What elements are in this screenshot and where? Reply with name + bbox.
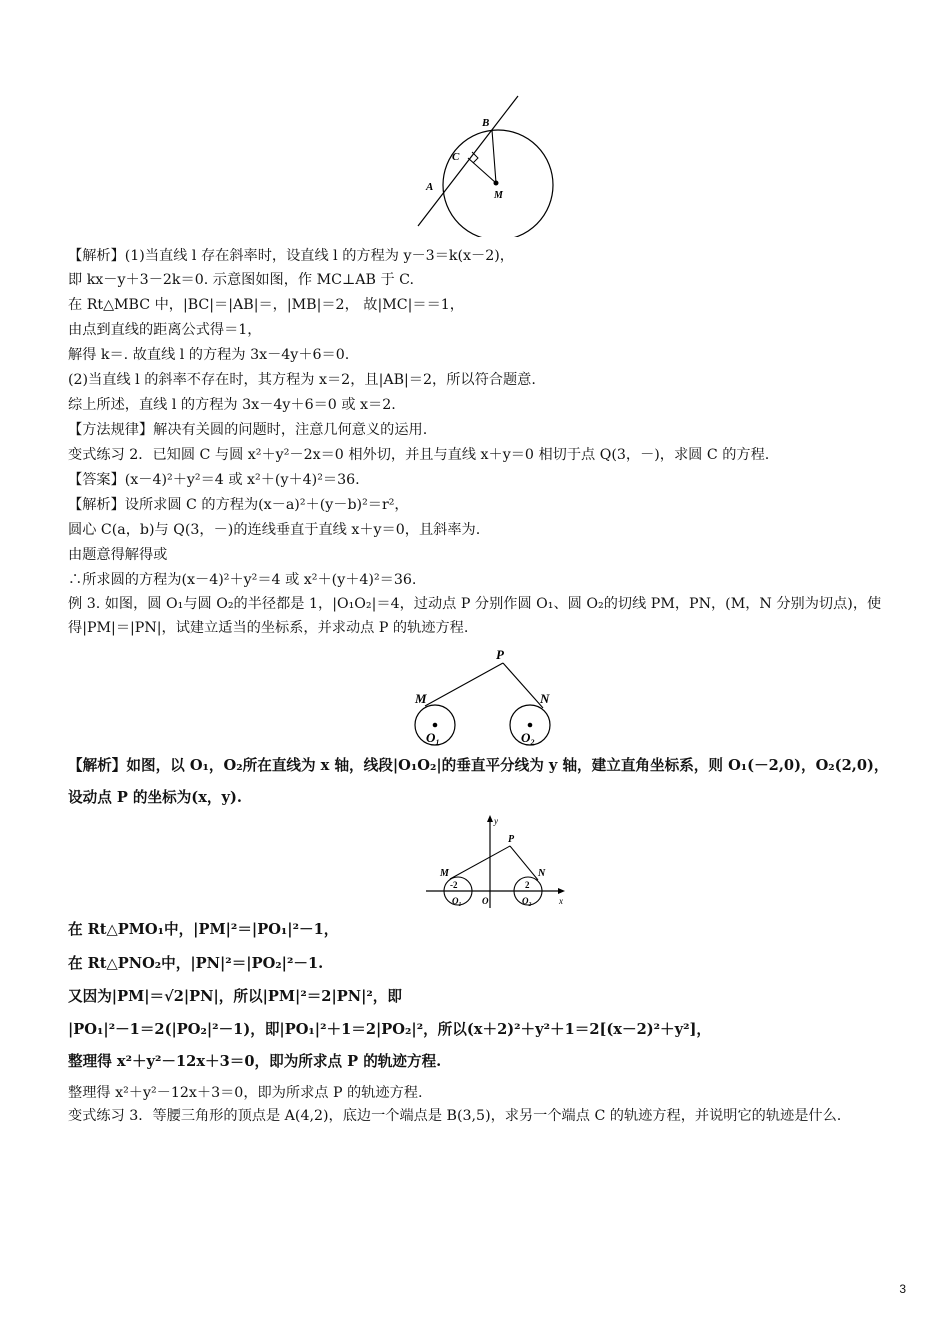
y-axis-arrow xyxy=(487,815,493,822)
label-pos2: 2 xyxy=(525,880,530,890)
solution-line: |PO₁|²－1＝2(|PO₂|²－1)，即|PO₁|²＋1＝2|PO₂|²，所以(x＋2)²＋y²＋1＝2[(x－2)²＋y²]， xyxy=(68,1021,712,1038)
text-line: 整理得 x²＋y²－12x＋3＝0，即为所求点 P 的轨迹方程. xyxy=(68,1085,423,1101)
label-o: O xyxy=(482,896,489,906)
example-3-text: 例 3. 如图，圆 O₁与圆 O₂的半径都是 1，|O₁O₂|＝4，过动点 P 分别作圆 O₁、圆 O₂的切线 PM，PN，(M，N 分别为切点)，使得|PM|＝|PN|，试建立适当的坐标系，并求动点 P 的轨迹方程. xyxy=(68,596,882,636)
center-o1 xyxy=(433,723,438,728)
solution-line: 整理得 x²＋y²－12x＋3＝0，即为所求点 P 的轨迹方程. xyxy=(68,1053,442,1070)
tangent-pn xyxy=(503,663,543,708)
center-m xyxy=(494,181,499,186)
segment-mc xyxy=(468,158,496,183)
label-o2: O₂ xyxy=(521,730,535,745)
label-c: C xyxy=(452,151,460,163)
text-line: 【解析】设所求圆 C 的方程为(x－a)²＋(y－b)²＝r²， xyxy=(68,497,409,513)
solution-line: 设动点 P 的坐标为(x，y). xyxy=(68,789,242,806)
solution-line: 又因为|PM|＝√2|PN|，所以|PM|²＝2|PN|²，即 xyxy=(68,988,402,1005)
x-axis-arrow xyxy=(558,888,565,894)
text-line: 由题意得解得或 xyxy=(68,547,168,563)
center-o2 xyxy=(528,723,533,728)
coordinate-figure xyxy=(422,812,572,912)
label-o1: O₁ xyxy=(426,730,440,745)
label-b: B xyxy=(482,117,490,129)
label-p: P xyxy=(496,647,504,662)
text-line: 即 kx－y＋3－2k＝0. 示意图如图，作 MC⊥AB 于 C. xyxy=(68,272,415,288)
label-m: M xyxy=(494,190,503,201)
label-n: N xyxy=(540,691,550,706)
label-m: M xyxy=(415,691,427,706)
label-a: A xyxy=(426,181,434,193)
circle-secant-figure xyxy=(410,92,560,237)
tangent-pm xyxy=(425,663,503,706)
text-line: 由点到直线的距离公式得＝1， xyxy=(68,322,262,338)
text-line: ∴所求圆的方程为(x－4)²＋y²＝4 或 x²＋(y＋4)²＝36. xyxy=(68,572,417,588)
tangent-pn xyxy=(510,846,538,880)
text-line: 【答案】(x－4)²＋y²＝4 或 x²＋(y＋4)²＝36. xyxy=(68,472,360,488)
text-line: 解得 k＝. 故直线 l 的方程为 3x－4y＋6＝0. xyxy=(68,347,350,363)
two-circles-figure xyxy=(405,645,565,750)
text-line: 【方法规律】解决有关圆的问题时，注意几何意义的运用. xyxy=(68,422,428,438)
text-line: 综上所述，直线 l 的方程为 3x－4y＋6＝0 或 x＝2. xyxy=(68,397,396,413)
label-o1: O₁ xyxy=(452,896,462,906)
label-neg2: -2 xyxy=(450,880,458,890)
label-o2: O₂ xyxy=(522,896,532,906)
segment-mb xyxy=(492,130,496,183)
text-line: (2)当直线 l 的斜率不存在时，其方程为 x＝2，且|AB|＝2，所以符合题意. xyxy=(68,372,536,388)
page-number: 3 xyxy=(899,1282,906,1296)
label-n: N xyxy=(538,868,546,879)
solution-line: 在 Rt△PMO₁中，|PM|²＝|PO₁|²－1， xyxy=(68,921,339,938)
text-line: 圆心 C(a，b)与 Q(3，－)的连线垂直于直线 x＋y＝0，且斜率为. xyxy=(68,522,481,538)
text-line: 【解析】(1)当直线 l 存在斜率时，设直线 l 的方程为 y－3＝k(x－2)， xyxy=(68,248,514,264)
exercise-3-text: 变式练习 3．等腰三角形的顶点是 A(4,2)，底边一个端点是 B(3,5)，求另一个端点 C 的轨迹方程，并说明它的轨迹是什么. xyxy=(68,1108,842,1124)
label-y: y xyxy=(494,816,498,826)
tangent-pm xyxy=(450,846,510,879)
solution-line: 在 Rt△PNO₂中，|PN|²＝|PO₂|²－1. xyxy=(68,955,324,972)
label-x: x xyxy=(559,896,563,906)
text-line: 在 Rt△MBC 中，|BC|＝|AB|＝，|MB|＝2， 故|MC|＝＝1， xyxy=(68,297,464,313)
solution-line: 【解析】如图，以 O₁，O₂所在直线为 x 轴，线段|O₁O₂|的垂直平分线为 y 轴，建立直角坐标系，则 O₁(－2,0)，O₂(2,0)， xyxy=(68,757,889,774)
label-p: P xyxy=(508,834,515,845)
line-ab xyxy=(418,96,518,226)
label-m: M xyxy=(440,868,449,879)
text-line: 变式练习 2．已知圆 C 与圆 x²＋y²－2x＝0 相外切，并且与直线 x＋y＝0 相切于点 Q(3，－)，求圆 C 的方程. xyxy=(68,447,770,463)
